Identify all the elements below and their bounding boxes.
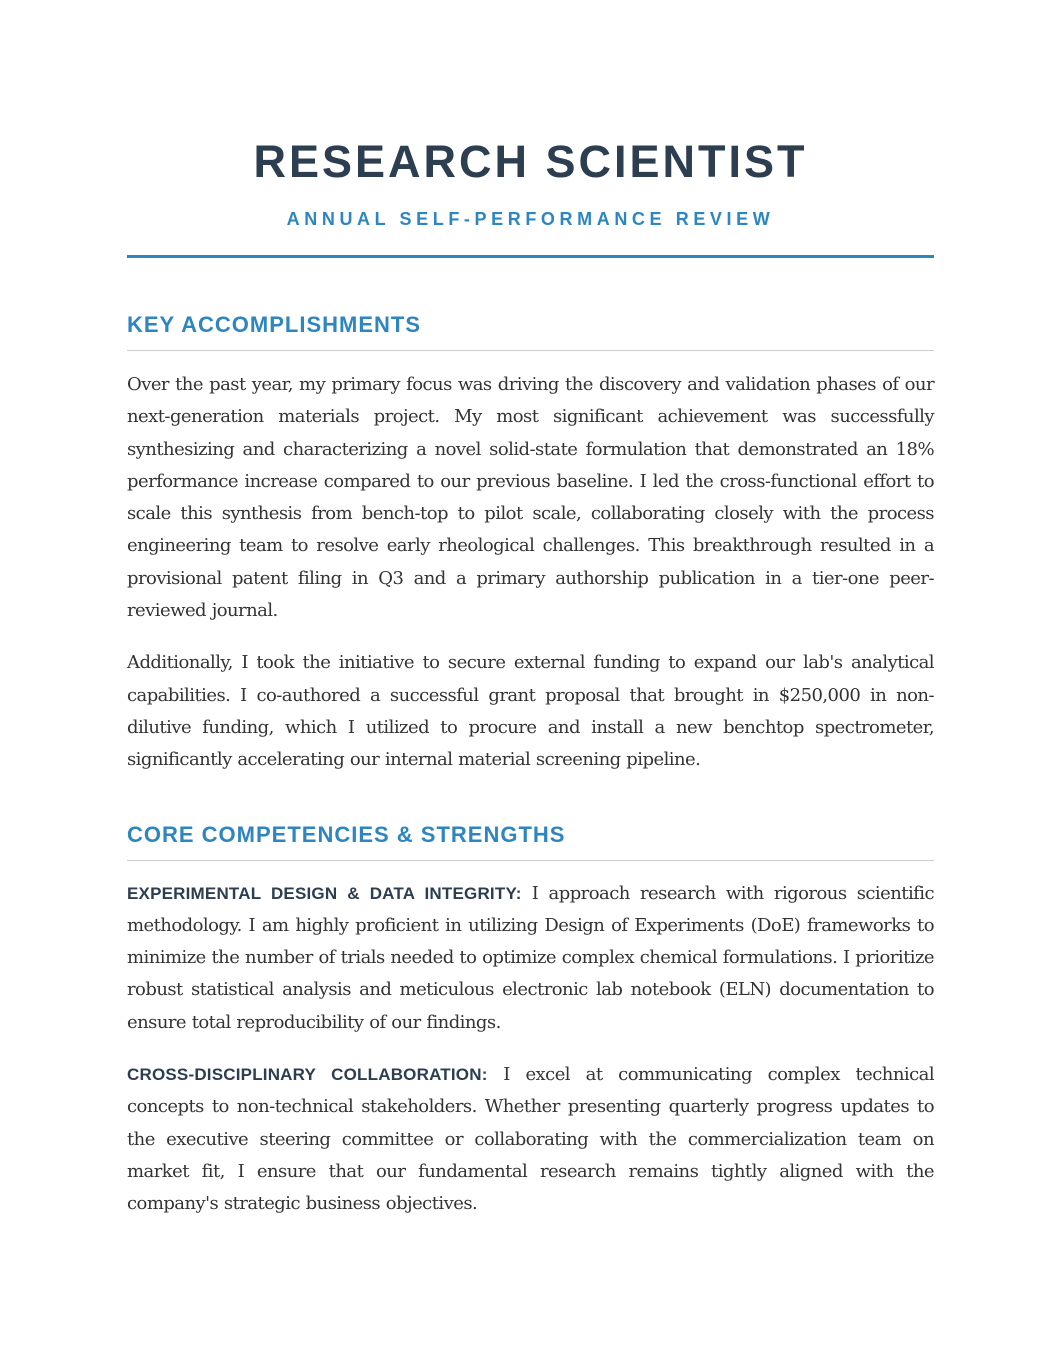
section-key-accomplishments [127,311,934,777]
competency-paragraph [127,878,934,1039]
competency-label: EXPERIMENTAL DESIGN & DATA INTEGRITY: [127,883,522,903]
document-title: RESEARCH SCIENTIST [253,136,808,187]
document-header [127,0,934,230]
competency-label: CROSS-DISCIPLINARY COLLABORATION: [127,1065,488,1085]
competency-text: I excel at communicating complex technical concepts to non-technical stakeholders. Whether presenting quarterly progress updates to the executive steering committee or collaborating with the commercialization team on market fit, I ensure that our fundamental research remains tightly aligned with the company's strategic business objectives. [127,1064,935,1215]
review-document [127,0,934,1221]
accomplishments-paragraph: Additionally, I took the initiative to secure external funding to expand our lab's analytical capabilities. I co-authored a successful grant proposal that brought in $250,000 in non-dilutive funding, which I utilized to procure and install a new benchtop spectrometer, significantly accelerating our internal material screening pipeline. [127,652,934,771]
section-heading: CORE COMPETENCIES & STRENGTHS [127,821,566,847]
section-heading: KEY ACCOMPLISHMENTS [127,312,422,337]
header-divider [127,255,934,258]
accomplishments-paragraph: Over the past year, my primary focus was driving the discovery and validation phases of our next-generation materials project. My most significant achievement was successfully synthesizing and characterizing a novel solid-state formulation that demonstrated an 18% performance increase compared to our previous baseline. I led the cross-functional effort to scale this synthesis from bench-top to pilot scale, collaborating closely with the process engineering team to resolve early rheological challenges. This breakthrough resulted in a provisional patent filing in Q3 and a primary authorship publication in a tier-one peer-reviewed journal. [127,374,934,622]
section-divider [127,350,934,351]
section-divider [127,860,934,861]
competency-text: I approach research with rigorous scientific methodology. I am highly proficient in utilizing Design of Experiments (DoE) frameworks to minimize the number of trials needed to optimize complex chemical formulations. I prioritize robust statistical analysis and meticulous electronic lab notebook (ELN) documentation to ensure total reproducibility of our findings. [127,882,935,1033]
document-subtitle: ANNUAL SELF-PERFORMANCE REVIEW [286,209,775,229]
section-core-competencies [127,821,934,1221]
competency-paragraph [127,1059,934,1220]
